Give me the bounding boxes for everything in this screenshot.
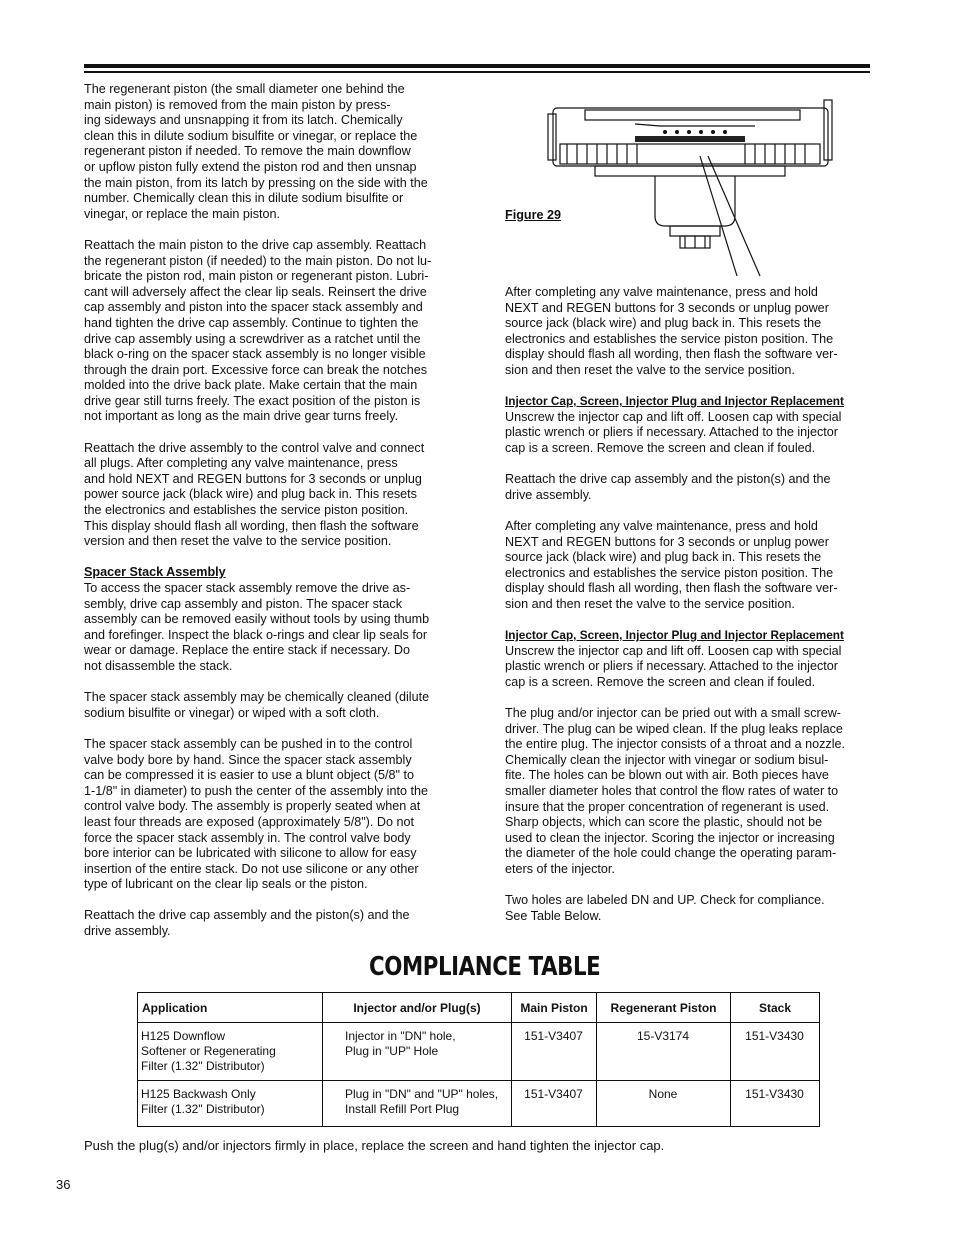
column-header: Stack <box>731 993 820 1023</box>
paragraph: Unscrew the injector cap and lift off. Loosen cap with special plastic wrench or pliers if necessary. Attached to the injector cap is a screen. Remove the screen and clean if fouled. <box>505 409 842 455</box>
figure-caption: Figure 29 <box>505 208 561 222</box>
paragraph: The spacer stack assembly can be pushed in to the control valve body bore by hand. Since the spacer stack assembly can be compressed it is easier to use a blunt object (5/8" to 1-1/8" in diameter) to push the center of the assembly into the control valve body. The assembly is properly seated when at least four threads are exposed (approximately 5/8"). Do not force the spacer stack assembly in. The control valve body bore interior can be lubricated with silicone to allow for easy insertion of the entire stack. Do not use silicone or any other type of lubricant on the clear lip seals or the piston. <box>84 736 428 892</box>
footer-note: Push the plug(s) and/or injectors firmly in place, replace the screen and hand tighten the injector cap. <box>84 1138 665 1153</box>
right-column <box>505 285 875 940</box>
left-column <box>84 82 454 955</box>
paragraph: After completing any valve maintenance, press and hold NEXT and REGEN buttons for 3 seconds or unplug power source jack (black wire) and plug back in. This resets the electronics and establishes the service piston position. The display should flash all wording, then flash the software ver- sion and then reset the valve to the service position. <box>505 518 838 611</box>
table-cell: 15-V3174 <box>597 1023 731 1081</box>
table-header-row <box>138 993 820 1023</box>
table-cell: Plug in "DN" and "UP" holes, Install Refill Port Plug <box>323 1081 512 1127</box>
section-heading-spacer-stack: Spacer Stack Assembly <box>84 565 226 580</box>
paragraph: Reattach the drive cap assembly and the piston(s) and the drive assembly. <box>505 472 831 502</box>
table-cell: 151-V3430 <box>731 1081 820 1127</box>
table-cell: Injector in "DN" hole, Plug in "UP" Hole <box>323 1023 512 1081</box>
paragraph: The spacer stack assembly may be chemically cleaned (dilute sodium bisulfite or vinegar) or wiped with a soft cloth. <box>84 690 430 720</box>
paragraph: The plug and/or injector can be pried out with a small screw- driver. The plug can be wiped clean. If the plug leaks replace the entire plug. The injector consists of a throat and a nozzle. Chemically clean the injector with vinegar or sodium bisul- fite. The holes can be blown out with air. Both pieces have smaller diameter holes that control the flow rates of water to insure that the proper concentration of regenerant is used. Sharp objects, which can score the plastic, should not be used to clean the injector. Scoring the injector or increasing the diameter of the hole could change the operating param- eters of the injector. <box>505 706 846 876</box>
page-number: 36 <box>56 1177 71 1192</box>
section-heading-injector: Injector Cap, Screen, Injector Plug and Injector Replacement <box>505 394 844 409</box>
table-cell: H125 Backwash Only Filter (1.32" Distributor) <box>138 1081 323 1127</box>
column-header: Main Piston <box>512 993 597 1023</box>
compliance-table-title: COMPLIANCE TABLE <box>369 952 601 982</box>
valve-drive-cap-figure <box>545 96 835 281</box>
column-header: Regenerant Piston <box>597 993 731 1023</box>
compliance-table <box>137 992 820 1127</box>
paragraph: The regenerant piston (the small diameter one behind the main piston) is removed from the main piston by press- ing sideways and unsnapping it from its latch. Chemically clean this in dilute sodium bisulfite or vinegar, or replace the regenerant piston if needed. To remove the main downflow or upflow piston fully extend the piston rod and then unsnap the main piston, from its latch by pressing on the side with the number. Chemically clean this in dilute sodium bisulfite or vinegar, or replace the main piston. <box>84 82 428 221</box>
paragraph: Reattach the drive cap assembly and the piston(s) and the drive assembly. <box>84 908 410 939</box>
paragraph: Two holes are labeled DN and UP. Check for compliance. See Table Below. <box>505 893 825 923</box>
table-row <box>138 1023 820 1081</box>
paragraph: After completing any valve maintenance, press and hold NEXT and REGEN buttons for 3 seconds or unplug power source jack (black wire) and plug back in. This resets the electronics and establishes the service piston position. The display should flash all wording, then flash the software ver- sion and then reset the valve to the service position. <box>505 285 838 377</box>
paragraph: To access the spacer stack assembly remove the drive as- sembly, drive cap assembly and piston. The spacer stack assembly can be removed easily without tools by using thumb and forefinger. Inspect the black o-rings and clear lip seals for wear or damage. Replace the entire stack if necessary. Do not disassemble the stack. <box>84 581 430 673</box>
table-cell: None <box>597 1081 731 1127</box>
paragraph: Reattach the drive assembly to the control valve and connect all plugs. After completing any valve maintenance, press and hold NEXT and REGEN buttons for 3 seconds or unplug power source jack (black wire) and plug back in. This resets the electronics and establishes the service piston position. This display should flash all wording, then flash the software version and then reset the valve to the service position. <box>84 440 425 549</box>
column-header: Injector and/or Plug(s) <box>323 993 512 1023</box>
table-row <box>138 1081 820 1127</box>
header-rule-thin <box>84 71 870 73</box>
table-cell: 151-V3407 <box>512 1081 597 1127</box>
paragraph: Unscrew the injector cap and lift off. Loosen cap with special plastic wrench or pliers if necessary. Attached to the injector cap is a screen. Remove the screen and clean if fouled. <box>505 643 842 689</box>
section-heading-injector: Injector Cap, Screen, Injector Plug and Injector Replacement <box>505 628 844 643</box>
column-header: Application <box>138 993 323 1023</box>
header-rule-thick <box>84 64 870 68</box>
paragraph: Reattach the main piston to the drive cap assembly. Reattach the regenerant piston (if needed) to the main piston. Do not lu- bricate the piston rod, main piston or regenerant piston. Lubri- cant will adversely affect the clear lip seals. Reinsert the drive cap assembly and piston into the spacer stack assembly and hand tighten the drive cap assembly. Continue to tighten the drive cap assembly using a screwdriver as a ratchet until the black o-ring on the spacer stack assembly is no longer visible through the drain port. Excessive force can break the notches molded into the drive back plate. Make certain that the main drive gear still turns freely. The exact position of the piston is not important as long as the main drive gear turns freely. <box>84 237 432 424</box>
table-cell: 151-V3407 <box>512 1023 597 1081</box>
table-cell: H125 Downflow Softener or Regenerating Filter (1.32" Distributor) <box>138 1023 323 1081</box>
table-cell: 151-V3430 <box>731 1023 820 1081</box>
